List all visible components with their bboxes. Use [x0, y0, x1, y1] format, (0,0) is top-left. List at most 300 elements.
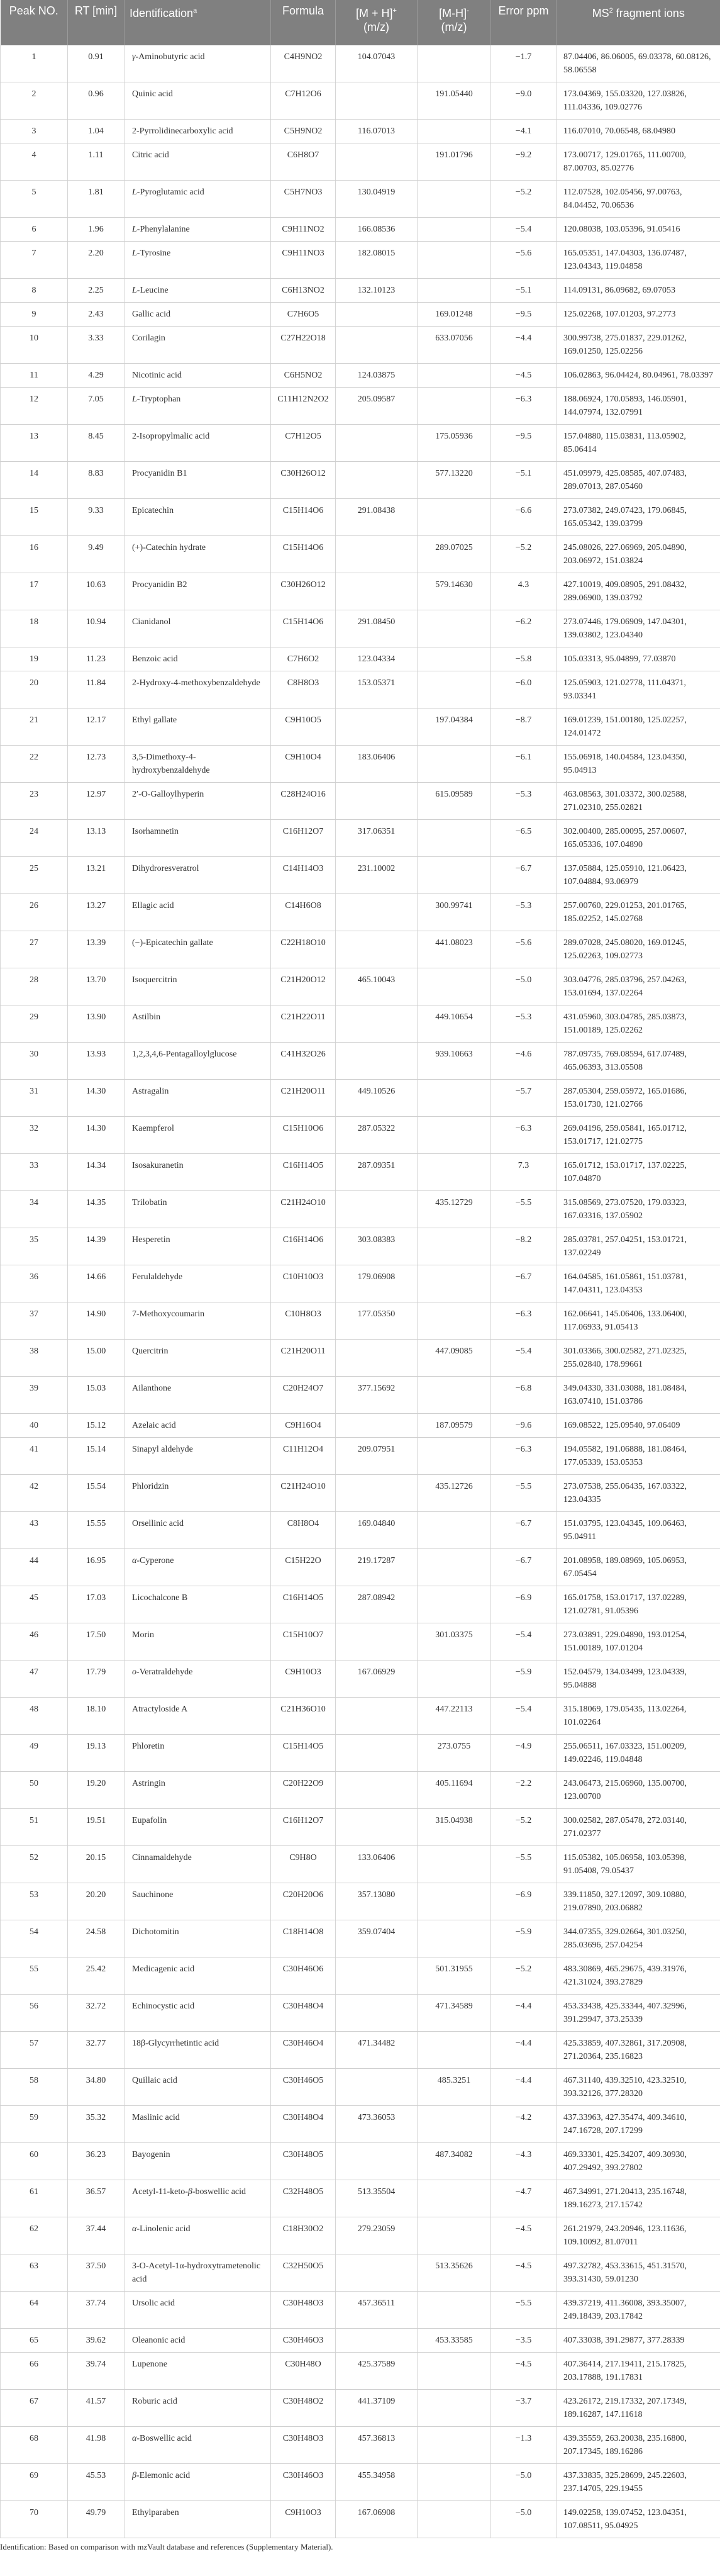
mh-positive-cell — [336, 1623, 418, 1660]
error-ppm-cell: −6.0 — [491, 671, 557, 708]
mh-positive-cell: 457.36813 — [336, 2427, 418, 2464]
ms2-fragments-cell: 257.00760, 229.01253, 201.01765, 185.02252, 145.02768 — [557, 894, 720, 931]
peak-number-cell: 47 — [1, 1660, 68, 1698]
identification-cell: Acetyl-11-keto-β-boswellic acid — [125, 2180, 271, 2217]
error-ppm-cell: −5.2 — [491, 1809, 557, 1846]
header-unit: (m/z) — [363, 21, 389, 33]
identification-cell: Bayogenin — [125, 2143, 271, 2180]
error-ppm-cell: −4.5 — [491, 2217, 557, 2254]
identification-cell: Epicatechin — [125, 499, 271, 536]
mh-negative-cell: 939.10663 — [418, 1043, 491, 1080]
table-row — [1, 2254, 720, 2292]
mh-positive-cell — [336, 1809, 418, 1846]
mh-negative-cell — [418, 1512, 491, 1549]
identification-cell: L-Tyrosine — [125, 242, 271, 279]
header-peak — [1, 0, 68, 45]
formula-cell: C30H46O6 — [271, 1957, 336, 1995]
peak-number-cell: 70 — [1, 2501, 68, 2538]
mh-positive-cell: 455.34958 — [336, 2464, 418, 2501]
mh-negative-cell — [418, 1302, 491, 1340]
ms2-fragments-cell: 300.99738, 275.01837, 229.01262, 169.01250, 125.02256 — [557, 327, 720, 364]
mh-positive-cell: 133.06406 — [336, 1846, 418, 1883]
peak-number-cell: 27 — [1, 931, 68, 968]
identification-cell: L-Pyroglutamic acid — [125, 181, 271, 218]
mh-negative-cell: 187.09579 — [418, 1414, 491, 1438]
mh-negative-cell: 471.34589 — [418, 1995, 491, 2032]
mh-positive-cell: 357.13080 — [336, 1883, 418, 1920]
peak-number-cell: 41 — [1, 1438, 68, 1475]
ms2-fragments-cell: 112.07528, 102.05456, 97.00763, 84.04452, 70.06536 — [557, 181, 720, 218]
header-ms2 — [557, 0, 720, 45]
peak-number-cell: 8 — [1, 279, 68, 303]
table-row — [1, 327, 720, 364]
formula-cell: C15H14O6 — [271, 536, 336, 573]
mh-negative-cell — [418, 499, 491, 536]
formula-cell: C18H30O2 — [271, 2217, 336, 2254]
formula-cell: C30H48O3 — [271, 2292, 336, 2329]
retention-time-cell: 3.33 — [68, 327, 125, 364]
mh-negative-cell: 501.31955 — [418, 1957, 491, 1995]
retention-time-cell: 13.93 — [68, 1043, 125, 1080]
mh-negative-cell — [418, 610, 491, 647]
ms2-fragments-cell: 787.09735, 769.08594, 617.07489, 465.06393, 313.05508 — [557, 1043, 720, 1080]
error-ppm-cell: −5.8 — [491, 647, 557, 671]
ms2-fragments-cell: 120.08038, 103.05396, 91.05416 — [557, 218, 720, 242]
identification-cell: Azelaic acid — [125, 1414, 271, 1438]
identification-cell: Ursolic acid — [125, 2292, 271, 2329]
table-row — [1, 647, 720, 671]
table-row — [1, 2292, 720, 2329]
table-row — [1, 894, 720, 931]
formula-cell: C30H48O2 — [271, 2390, 336, 2427]
ms2-fragments-cell: 162.06641, 145.06406, 133.06400, 117.06933, 91.05413 — [557, 1302, 720, 1340]
mh-negative-cell — [418, 1117, 491, 1154]
mh-positive-cell: 287.08942 — [336, 1586, 418, 1623]
ms2-fragments-cell: 165.01712, 153.01717, 137.02225, 107.04870 — [557, 1154, 720, 1191]
mh-negative-cell: 447.22113 — [418, 1698, 491, 1735]
formula-cell: C30H46O4 — [271, 2032, 336, 2069]
mh-positive-cell: 457.36511 — [336, 2292, 418, 2329]
peak-number-cell: 42 — [1, 1475, 68, 1512]
ms2-fragments-cell: 273.03891, 229.04890, 193.01254, 151.00189, 107.01204 — [557, 1623, 720, 1660]
ms2-fragments-cell: 152.04579, 134.03499, 123.04339, 95.04888 — [557, 1660, 720, 1698]
mh-positive-cell: 473.36053 — [336, 2106, 418, 2143]
peak-number-cell: 63 — [1, 2254, 68, 2292]
retention-time-cell: 17.03 — [68, 1586, 125, 1623]
formula-cell: C9H16O4 — [271, 1414, 336, 1438]
peak-number-cell: 31 — [1, 1080, 68, 1117]
error-ppm-cell: −5.3 — [491, 894, 557, 931]
table-row — [1, 1377, 720, 1414]
error-ppm-cell: −6.2 — [491, 610, 557, 647]
header-identification-label: Identification — [130, 7, 194, 20]
ms2-fragments-cell: 497.32782, 453.33615, 451.31570, 393.31430, 59.01230 — [557, 2254, 720, 2292]
peak-number-cell: 15 — [1, 499, 68, 536]
identification-cell: Phloretin — [125, 1735, 271, 1772]
mh-negative-cell: 577.13220 — [418, 462, 491, 499]
formula-cell: C30H48O3 — [271, 2427, 336, 2464]
formula-cell: C18H14O8 — [271, 1920, 336, 1957]
retention-time-cell: 12.73 — [68, 746, 125, 783]
ms2-fragments-cell: 115.05382, 105.06958, 103.05398, 91.05408, 79.05437 — [557, 1846, 720, 1883]
retention-time-cell: 24.58 — [68, 1920, 125, 1957]
retention-time-cell: 14.30 — [68, 1117, 125, 1154]
formula-cell: C11H12N2O2 — [271, 388, 336, 425]
error-ppm-cell: −1.3 — [491, 2427, 557, 2464]
peak-number-cell: 50 — [1, 1772, 68, 1809]
retention-time-cell: 2.25 — [68, 279, 125, 303]
ms2-fragments-cell: 149.02258, 139.07452, 123.04351, 107.08511, 95.04925 — [557, 2501, 720, 2538]
mh-negative-cell — [418, 2292, 491, 2329]
ms2-fragments-cell: 245.08026, 227.06969, 205.04890, 203.06972, 151.03824 — [557, 536, 720, 573]
ms2-fragments-cell: 105.03313, 95.04899, 77.03870 — [557, 647, 720, 671]
formula-cell: C30H46O3 — [271, 2464, 336, 2501]
peak-number-cell: 13 — [1, 425, 68, 462]
error-ppm-cell: −5.2 — [491, 536, 557, 573]
mh-negative-cell — [418, 1586, 491, 1623]
mh-negative-cell — [418, 45, 491, 82]
mh-positive-cell: 471.34482 — [336, 2032, 418, 2069]
error-ppm-cell: 4.3 — [491, 573, 557, 610]
peak-number-cell: 22 — [1, 746, 68, 783]
peak-number-cell: 39 — [1, 1377, 68, 1414]
error-ppm-cell: −5.1 — [491, 279, 557, 303]
ms2-fragments-cell: 243.06473, 215.06960, 135.00700, 123.00700 — [557, 1772, 720, 1809]
charge-sup: - — [467, 7, 469, 14]
header-unit: (m/z) — [441, 21, 467, 33]
table-row — [1, 279, 720, 303]
mh-negative-cell: 435.12729 — [418, 1191, 491, 1228]
table-row — [1, 536, 720, 573]
mh-negative-cell: 197.04384 — [418, 708, 491, 746]
error-ppm-cell: −8.7 — [491, 708, 557, 746]
retention-time-cell: 10.94 — [68, 610, 125, 647]
table-row — [1, 1698, 720, 1735]
identification-cell: 2-Hydroxy-4-methoxybenzaldehyde — [125, 671, 271, 708]
peak-number-cell: 28 — [1, 968, 68, 1005]
ms2-fragments-cell: 453.33438, 425.33344, 407.32996, 391.29947, 373.25339 — [557, 1995, 720, 2032]
error-ppm-cell: −1.7 — [491, 45, 557, 82]
error-ppm-cell: −5.4 — [491, 1340, 557, 1377]
identification-cell: Ailanthone — [125, 1377, 271, 1414]
peak-number-cell: 14 — [1, 462, 68, 499]
identification-cell: Gallic acid — [125, 303, 271, 327]
identification-cell: Isosakuranetin — [125, 1154, 271, 1191]
peak-number-cell: 53 — [1, 1883, 68, 1920]
peak-number-cell: 26 — [1, 894, 68, 931]
formula-cell: C16H12O7 — [271, 1809, 336, 1846]
error-ppm-cell: −4.3 — [491, 2143, 557, 2180]
peak-number-cell: 54 — [1, 1920, 68, 1957]
ms2-fragments-cell: 164.04585, 161.05861, 151.03781, 147.04311, 123.04353 — [557, 1265, 720, 1302]
identification-cell: L-Leucine — [125, 279, 271, 303]
retention-time-cell: 17.50 — [68, 1623, 125, 1660]
mh-positive-cell — [336, 1698, 418, 1735]
retention-time-cell: 36.57 — [68, 2180, 125, 2217]
mh-positive-cell: 167.06929 — [336, 1660, 418, 1698]
formula-cell: C7H12O5 — [271, 425, 336, 462]
mh-positive-cell: 183.06406 — [336, 746, 418, 783]
ms2-fragments-cell: 467.34991, 271.20413, 235.16748, 189.16273, 217.15742 — [557, 2180, 720, 2217]
peak-number-cell: 56 — [1, 1995, 68, 2032]
error-ppm-cell: −6.3 — [491, 388, 557, 425]
mh-negative-cell — [418, 279, 491, 303]
footnote-marker: a — [193, 7, 197, 14]
mh-positive-cell: 116.07013 — [336, 120, 418, 143]
mh-negative-cell: 191.01796 — [418, 143, 491, 181]
mh-negative-cell — [418, 1549, 491, 1586]
error-ppm-cell: −6.6 — [491, 499, 557, 536]
table-row — [1, 2501, 720, 2538]
retention-time-cell: 9.49 — [68, 536, 125, 573]
formula-cell: C9H8O — [271, 1846, 336, 1883]
identification-cell: Phloridzin — [125, 1475, 271, 1512]
mh-positive-cell: 104.07043 — [336, 45, 418, 82]
table-row — [1, 1512, 720, 1549]
retention-time-cell: 13.90 — [68, 1005, 125, 1043]
table-footnote: Identification: Based on comparison with mzVault database and references (Supplementary Material). — [0, 2542, 333, 2551]
formula-cell: C9H10O5 — [271, 708, 336, 746]
peak-number-cell: 58 — [1, 2069, 68, 2106]
mh-negative-cell — [418, 746, 491, 783]
identification-cell: Kaempferol — [125, 1117, 271, 1154]
error-ppm-cell: −5.6 — [491, 242, 557, 279]
formula-cell: C30H26O12 — [271, 462, 336, 499]
ms2-fragments-cell: 469.33301, 425.34207, 409.30930, 407.29492, 393.27802 — [557, 2143, 720, 2180]
mh-positive-cell — [336, 894, 418, 931]
error-ppm-cell: −8.2 — [491, 1228, 557, 1265]
ms2-sup: 2 — [609, 7, 613, 14]
retention-time-cell: 39.74 — [68, 2353, 125, 2390]
retention-time-cell: 17.79 — [68, 1660, 125, 1698]
formula-cell: C16H14O6 — [271, 1228, 336, 1265]
error-ppm-cell: −6.3 — [491, 1302, 557, 1340]
retention-time-cell: 20.15 — [68, 1846, 125, 1883]
peak-number-cell: 20 — [1, 671, 68, 708]
peak-number-cell: 67 — [1, 2390, 68, 2427]
header-ms2-label: MS — [592, 7, 609, 20]
mh-negative-cell: 485.3251 — [418, 2069, 491, 2106]
error-ppm-cell: −5.0 — [491, 2501, 557, 2538]
retention-time-cell: 16.95 — [68, 1549, 125, 1586]
mh-negative-cell: 315.04938 — [418, 1809, 491, 1846]
mh-negative-cell: 487.34082 — [418, 2143, 491, 2180]
mh-negative-cell: 175.05936 — [418, 425, 491, 462]
retention-time-cell: 14.39 — [68, 1228, 125, 1265]
mh-positive-cell — [336, 2143, 418, 2180]
identification-cell: Citric acid — [125, 143, 271, 181]
identification-cell: Procyanidin B2 — [125, 573, 271, 610]
table-row — [1, 1414, 720, 1438]
mh-negative-cell — [418, 1846, 491, 1883]
error-ppm-cell: −6.3 — [491, 1117, 557, 1154]
peak-number-cell: 2 — [1, 82, 68, 120]
mh-positive-cell: 279.23059 — [336, 2217, 418, 2254]
retention-time-cell: 8.45 — [68, 425, 125, 462]
identification-cell: β-Elemonic acid — [125, 2464, 271, 2501]
formula-cell: C20H20O6 — [271, 1883, 336, 1920]
ms2-fragments-cell: 155.06918, 140.04584, 123.04350, 95.04913 — [557, 746, 720, 783]
retention-time-cell: 14.90 — [68, 1302, 125, 1340]
table-row — [1, 783, 720, 820]
retention-time-cell: 0.96 — [68, 82, 125, 120]
formula-cell: C15H22O — [271, 1549, 336, 1586]
table-row — [1, 746, 720, 783]
error-ppm-cell: −5.5 — [491, 1191, 557, 1228]
mh-positive-cell — [336, 2254, 418, 2292]
mh-positive-cell: 132.10123 — [336, 279, 418, 303]
table-row — [1, 671, 720, 708]
mh-negative-cell: 273.0755 — [418, 1735, 491, 1772]
mh-negative-cell — [418, 388, 491, 425]
mh-negative-cell: 289.07025 — [418, 536, 491, 573]
error-ppm-cell: −4.4 — [491, 327, 557, 364]
ms2-fragments-cell: 287.05304, 259.05972, 165.01686, 153.01730, 121.02766 — [557, 1080, 720, 1117]
formula-cell: C7H12O6 — [271, 82, 336, 120]
mh-positive-cell — [336, 303, 418, 327]
mh-positive-cell: 449.10526 — [336, 1080, 418, 1117]
ms2-fragments-cell: 165.01758, 153.01717, 137.02289, 121.02781, 91.05396 — [557, 1586, 720, 1623]
mh-negative-cell: 301.03375 — [418, 1623, 491, 1660]
retention-time-cell: 19.13 — [68, 1735, 125, 1772]
peak-number-cell: 37 — [1, 1302, 68, 1340]
peak-number-cell: 19 — [1, 647, 68, 671]
table-row — [1, 1265, 720, 1302]
mh-negative-cell — [418, 181, 491, 218]
header-error-label: Error ppm — [498, 4, 549, 17]
mh-negative-cell — [418, 2032, 491, 2069]
peak-number-cell: 46 — [1, 1623, 68, 1660]
table-row — [1, 82, 720, 120]
peak-number-cell: 29 — [1, 1005, 68, 1043]
ms2-fragments-cell: 151.03795, 123.04345, 109.06463, 95.04911 — [557, 1512, 720, 1549]
retention-time-cell: 8.83 — [68, 462, 125, 499]
identification-cell: L-Tryptophan — [125, 388, 271, 425]
table-row — [1, 2427, 720, 2464]
mh-positive-cell — [336, 573, 418, 610]
mh-positive-cell — [336, 327, 418, 364]
peak-number-cell: 9 — [1, 303, 68, 327]
mh-negative-cell — [418, 2106, 491, 2143]
formula-cell: C5H7NO3 — [271, 181, 336, 218]
retention-time-cell: 13.13 — [68, 820, 125, 857]
peak-number-cell: 23 — [1, 783, 68, 820]
error-ppm-cell: −6.3 — [491, 1438, 557, 1475]
error-ppm-cell: −4.5 — [491, 364, 557, 388]
peak-number-cell: 7 — [1, 242, 68, 279]
table-row — [1, 120, 720, 143]
ms2-fragments-cell: 87.04406, 86.06005, 69.03378, 60.08126, 58.06558 — [557, 45, 720, 82]
retention-time-cell: 13.70 — [68, 968, 125, 1005]
formula-cell: C30H48O4 — [271, 2106, 336, 2143]
ms2-fragments-cell: 439.35559, 263.20038, 235.16800, 207.17345, 189.16286 — [557, 2427, 720, 2464]
error-ppm-cell: −5.4 — [491, 1698, 557, 1735]
header-ms2-rest: fragment ions — [612, 7, 685, 20]
table-row — [1, 1302, 720, 1340]
identification-cell: Oleanonic acid — [125, 2329, 271, 2353]
retention-time-cell: 10.63 — [68, 573, 125, 610]
mh-positive-cell: 153.05371 — [336, 671, 418, 708]
error-ppm-cell: −5.2 — [491, 1957, 557, 1995]
retention-time-cell: 37.44 — [68, 2217, 125, 2254]
formula-cell: C7H6O5 — [271, 303, 336, 327]
error-ppm-cell: −5.5 — [491, 1475, 557, 1512]
identification-cell: Corilagin — [125, 327, 271, 364]
ms2-fragments-cell: 425.33859, 407.32861, 317.20908, 271.20364, 235.16823 — [557, 2032, 720, 2069]
peak-number-cell: 34 — [1, 1191, 68, 1228]
mh-positive-cell: 209.07951 — [336, 1438, 418, 1475]
retention-time-cell: 32.72 — [68, 1995, 125, 2032]
retention-time-cell: 2.20 — [68, 242, 125, 279]
table-row — [1, 1995, 720, 2032]
header-mh-negative-label: [M-H] — [439, 7, 467, 20]
table-row — [1, 1735, 720, 1772]
retention-time-cell: 25.42 — [68, 1957, 125, 1995]
formula-cell: C30H48O4 — [271, 1995, 336, 2032]
identification-cell: Cinnamaldehyde — [125, 1846, 271, 1883]
formula-cell: C16H14O5 — [271, 1586, 336, 1623]
formula-cell: C21H20O11 — [271, 1080, 336, 1117]
retention-time-cell: 14.35 — [68, 1191, 125, 1228]
peak-number-cell: 43 — [1, 1512, 68, 1549]
error-ppm-cell: −3.5 — [491, 2329, 557, 2353]
mh-positive-cell — [336, 931, 418, 968]
error-ppm-cell: −4.4 — [491, 1995, 557, 2032]
formula-cell: C21H20O11 — [271, 1340, 336, 1377]
mh-negative-cell — [418, 857, 491, 894]
peak-number-cell: 45 — [1, 1586, 68, 1623]
table-row — [1, 1228, 720, 1265]
error-ppm-cell: −5.1 — [491, 462, 557, 499]
header-mh-negative — [418, 0, 491, 45]
mh-negative-cell — [418, 2427, 491, 2464]
mh-positive-cell — [336, 1772, 418, 1809]
header-rt — [68, 0, 125, 45]
retention-time-cell: 7.05 — [68, 388, 125, 425]
error-ppm-cell: −4.5 — [491, 2353, 557, 2390]
identification-cell: Dichotomitin — [125, 1920, 271, 1957]
error-ppm-cell: −5.2 — [491, 181, 557, 218]
mh-positive-cell: 291.08438 — [336, 499, 418, 536]
ms2-fragments-cell: 188.06924, 170.05893, 146.05901, 144.07974, 132.07991 — [557, 388, 720, 425]
mh-positive-cell: 287.05322 — [336, 1117, 418, 1154]
mh-positive-cell — [336, 708, 418, 746]
header-formula — [271, 0, 336, 45]
ms2-fragments-cell: 437.33963, 427.35474, 409.34610, 247.16728, 207.17299 — [557, 2106, 720, 2143]
table-row — [1, 2032, 720, 2069]
retention-time-cell: 14.30 — [68, 1080, 125, 1117]
mh-negative-cell: 435.12726 — [418, 1475, 491, 1512]
retention-time-cell: 41.98 — [68, 2427, 125, 2464]
ms2-fragments-cell: 289.07028, 245.08020, 169.01245, 125.02263, 109.02773 — [557, 931, 720, 968]
retention-time-cell: 1.04 — [68, 120, 125, 143]
mh-negative-cell — [418, 671, 491, 708]
peak-number-cell: 66 — [1, 2353, 68, 2390]
identification-cell: Quinic acid — [125, 82, 271, 120]
mh-positive-cell: 377.15692 — [336, 1377, 418, 1414]
formula-cell: C15H10O7 — [271, 1623, 336, 1660]
header-formula-label: Formula — [282, 4, 324, 17]
mh-negative-cell — [418, 2501, 491, 2538]
identification-cell: Maslinic acid — [125, 2106, 271, 2143]
ms2-fragments-cell: 125.02268, 107.01203, 97.2773 — [557, 303, 720, 327]
table-row — [1, 1586, 720, 1623]
mh-positive-cell — [336, 1005, 418, 1043]
error-ppm-cell: −6.7 — [491, 1549, 557, 1586]
ms2-fragments-cell: 349.04330, 331.03088, 181.08484, 163.07410, 151.03786 — [557, 1377, 720, 1414]
mh-positive-cell — [336, 462, 418, 499]
identification-cell: 1,2,3,4,6-Pentagalloylglucose — [125, 1043, 271, 1080]
